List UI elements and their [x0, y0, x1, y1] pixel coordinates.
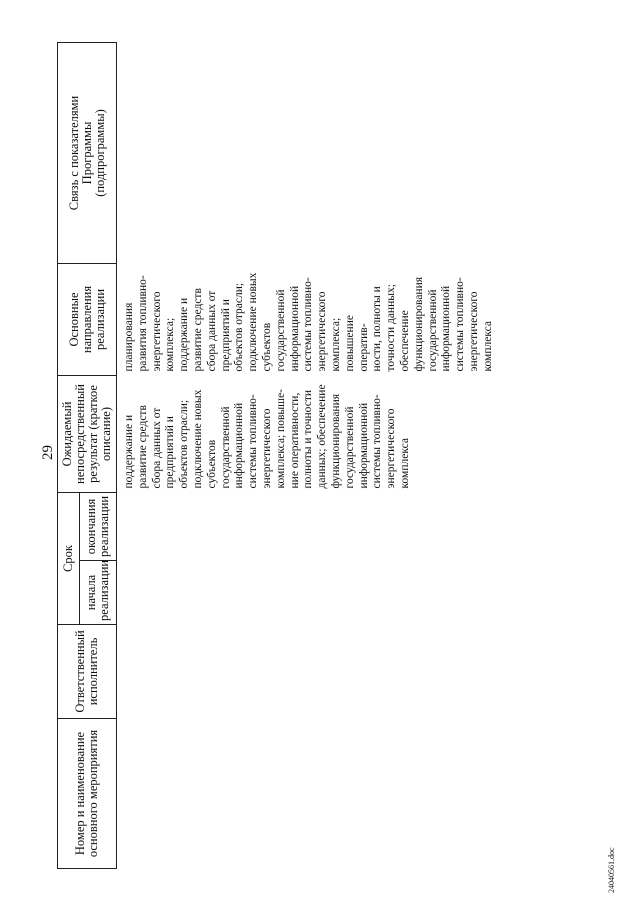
cell-expected-result: поддержание и развитие средств сбора данных от предприятий и объектов отрасли; подключение новых субъектов государственной информационной системы топливно- энергетического комплекса; повыше- ние оперативности, полноты и точности данных; обеспечение функционирования государственной информационной системы топливно- энергетического комплекса [123, 384, 411, 489]
header-responsible-executor: Ответственный исполнитель [58, 625, 117, 719]
header-period: Срок [58, 492, 80, 624]
cell-activity [117, 719, 502, 869]
cell-link-indicators [117, 42, 502, 263]
header-activity-number-name: Номер и наименование основного мероприятия [58, 719, 117, 869]
header-start: начала реализации [80, 561, 117, 625]
cell-end [117, 492, 502, 560]
cell-start [117, 561, 502, 625]
page-number: 29 [40, 445, 56, 460]
header-expected-result: Ожидаемый непосредственный результат (краткое описание) [58, 375, 117, 492]
cell-main-directions: планирования развития топливно- энергетического комплекса; поддержание и развитие средств сбора данных от предприятий и объектов отрасли; подключение новых субъектов государственной информационной системы топливно- энергетического комплекса; повышение оператив- ности, полноты и точности данных; обеспечение функционирования государственной информационной системы топливно- энергетического комплекса [123, 272, 494, 372]
table-row [117, 42, 502, 868]
cell-executor [117, 625, 502, 719]
document-footer: 24040561.doc [607, 847, 616, 893]
header-end: окончания реализации [80, 492, 117, 560]
header-main-directions: Основные направления реализации [58, 263, 117, 375]
activities-table [57, 42, 502, 869]
header-link-indicators: Связь с показателями Программы (подпрограммы) [58, 42, 117, 263]
